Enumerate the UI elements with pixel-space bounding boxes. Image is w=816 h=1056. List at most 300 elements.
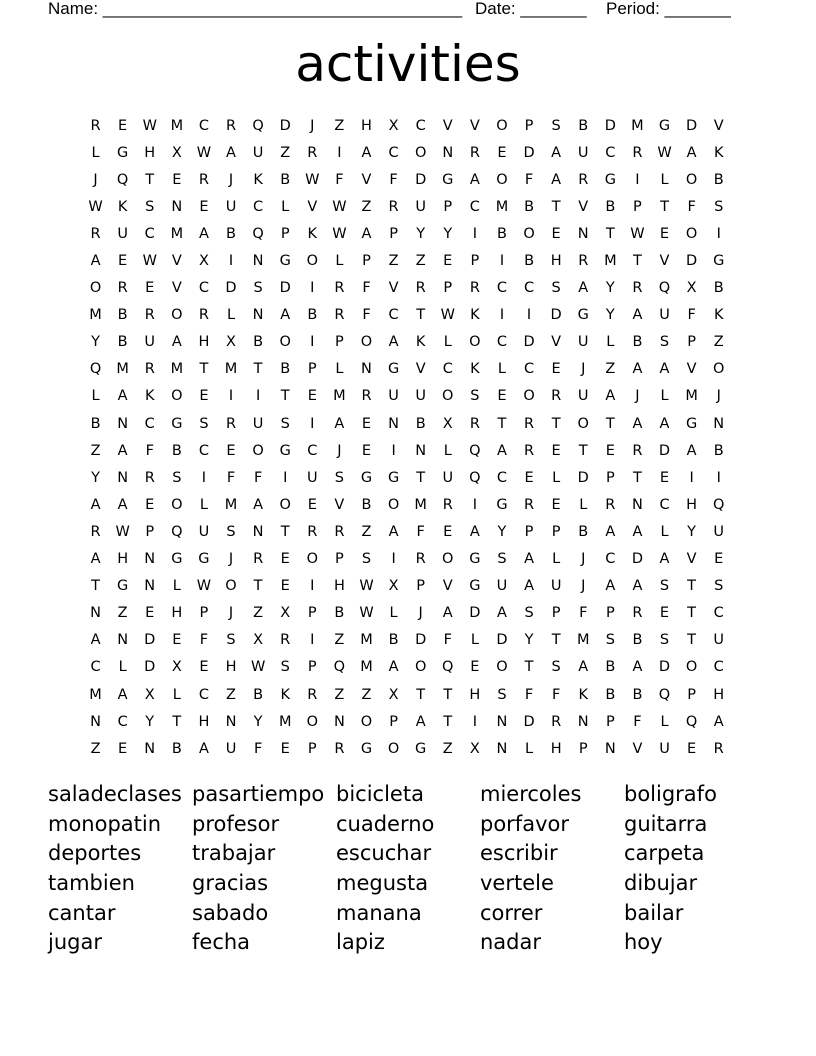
grid-letter[interactable]: A bbox=[90, 253, 101, 270]
grid-letter[interactable]: O bbox=[712, 361, 725, 378]
grid-letter[interactable]: M bbox=[116, 361, 129, 378]
grid-letter[interactable]: T bbox=[551, 415, 561, 432]
grid-letter[interactable]: O bbox=[469, 334, 481, 351]
grid-letter[interactable]: N bbox=[225, 713, 237, 730]
grid-letter[interactable]: A bbox=[524, 578, 534, 595]
grid-letter[interactable]: O bbox=[523, 388, 535, 405]
grid-letter[interactable]: S bbox=[524, 605, 534, 622]
grid-letter[interactable]: A bbox=[632, 578, 643, 595]
grid-letter[interactable]: U bbox=[252, 415, 264, 432]
grid-letter[interactable]: W bbox=[88, 198, 103, 215]
grid-letter[interactable]: G bbox=[387, 361, 400, 378]
grid-letter[interactable]: L bbox=[91, 388, 100, 405]
grid-letter[interactable]: P bbox=[307, 605, 317, 622]
grid-letter[interactable]: O bbox=[414, 659, 427, 676]
grid-letter[interactable]: N bbox=[388, 415, 399, 432]
grid-letter[interactable]: A bbox=[551, 171, 562, 188]
grid-letter[interactable]: D bbox=[469, 605, 481, 622]
grid-letter[interactable]: E bbox=[118, 740, 128, 757]
grid-letter[interactable]: O bbox=[89, 280, 102, 297]
grid-letter[interactable]: F bbox=[362, 280, 371, 297]
grid-letter[interactable]: P bbox=[524, 523, 534, 540]
grid-letter[interactable]: U bbox=[415, 198, 426, 215]
grid-letter[interactable]: K bbox=[578, 686, 588, 703]
grid-letter[interactable]: P bbox=[578, 740, 588, 757]
grid-letter[interactable]: A bbox=[469, 523, 480, 540]
grid-letter[interactable]: R bbox=[551, 713, 562, 730]
grid-letter[interactable]: P bbox=[335, 334, 344, 351]
grid-letter[interactable]: W bbox=[142, 253, 157, 270]
grid-letter[interactable]: J bbox=[337, 442, 342, 459]
grid-letter[interactable]: S bbox=[659, 578, 670, 595]
grid-letter[interactable]: O bbox=[496, 171, 508, 188]
grid-letter[interactable]: H bbox=[117, 551, 129, 568]
grid-letter[interactable]: I bbox=[635, 171, 640, 188]
grid-letter[interactable]: C bbox=[90, 659, 101, 676]
grid-letter[interactable]: Q bbox=[252, 117, 264, 134]
grid-letter[interactable]: S bbox=[605, 632, 615, 649]
grid-letter[interactable]: D bbox=[523, 334, 535, 351]
grid-letter[interactable]: P bbox=[605, 713, 615, 730]
grid-letter[interactable]: N bbox=[415, 442, 427, 459]
grid-letter[interactable]: D bbox=[550, 307, 562, 324]
grid-letter[interactable]: R bbox=[307, 144, 318, 161]
grid-letter[interactable]: R bbox=[713, 740, 724, 757]
grid-letter[interactable]: K bbox=[307, 225, 318, 242]
grid-letter[interactable]: O bbox=[496, 659, 508, 676]
grid-letter[interactable]: I bbox=[499, 253, 505, 270]
grid-letter[interactable]: D bbox=[523, 713, 535, 730]
grid-letter[interactable]: M bbox=[360, 632, 373, 649]
name-line[interactable]: Name: ______________________________________ bbox=[48, 0, 463, 18]
grid-letter[interactable]: X bbox=[469, 740, 480, 757]
grid-letter[interactable]: T bbox=[443, 713, 453, 730]
grid-letter[interactable]: L bbox=[552, 469, 561, 486]
grid-letter[interactable]: Z bbox=[226, 686, 236, 703]
grid-letter[interactable]: G bbox=[469, 578, 481, 595]
grid-letter[interactable]: X bbox=[226, 334, 236, 351]
grid-letter[interactable]: C bbox=[713, 659, 724, 676]
grid-letter[interactable]: J bbox=[93, 171, 98, 188]
grid-letter[interactable]: H bbox=[713, 686, 725, 703]
grid-letter[interactable]: R bbox=[253, 551, 264, 568]
grid-letter[interactable]: E bbox=[497, 388, 507, 405]
grid-letter[interactable]: S bbox=[199, 415, 209, 432]
grid-letter[interactable]: I bbox=[310, 334, 315, 351]
grid-letter[interactable]: E bbox=[551, 442, 561, 459]
grid-letter[interactable]: W bbox=[440, 307, 455, 324]
grid-letter[interactable]: R bbox=[90, 523, 101, 540]
grid-letter[interactable]: V bbox=[551, 334, 562, 351]
grid-letter[interactable]: T bbox=[416, 686, 426, 703]
grid-letter[interactable]: E bbox=[470, 659, 480, 676]
grid-letter[interactable]: H bbox=[686, 496, 698, 513]
grid-letter[interactable]: E bbox=[118, 253, 128, 270]
grid-letter[interactable]: L bbox=[443, 442, 452, 459]
grid-letter[interactable]: N bbox=[117, 415, 129, 432]
grid-letter[interactable]: Y bbox=[443, 225, 453, 242]
grid-letter[interactable]: Y bbox=[416, 225, 426, 242]
grid-letter[interactable]: D bbox=[279, 117, 291, 134]
grid-letter[interactable]: B bbox=[496, 225, 507, 242]
grid-letter[interactable]: V bbox=[171, 253, 182, 270]
grid-letter[interactable]: D bbox=[658, 442, 671, 459]
grid-letter[interactable]: O bbox=[685, 171, 698, 188]
grid-letter[interactable]: C bbox=[388, 307, 399, 324]
grid-letter[interactable]: H bbox=[550, 740, 562, 757]
grid-letter[interactable]: P bbox=[551, 523, 561, 540]
grid-letter[interactable]: F bbox=[253, 740, 263, 757]
grid-letter[interactable]: A bbox=[605, 523, 616, 540]
grid-letter[interactable]: R bbox=[198, 171, 209, 188]
grid-letter[interactable]: Q bbox=[116, 171, 129, 188]
grid-letter[interactable]: F bbox=[362, 307, 371, 324]
grid-letter[interactable]: Z bbox=[605, 361, 616, 378]
grid-letter[interactable]: P bbox=[145, 523, 155, 540]
grid-letter[interactable]: N bbox=[252, 307, 264, 324]
grid-letter[interactable]: E bbox=[307, 388, 317, 405]
grid-letter[interactable]: L bbox=[199, 496, 208, 513]
grid-letter[interactable]: J bbox=[581, 551, 586, 568]
grid-letter[interactable]: T bbox=[416, 469, 426, 486]
grid-letter[interactable]: P bbox=[389, 225, 398, 242]
grid-letter[interactable]: U bbox=[144, 334, 156, 351]
grid-letter[interactable]: B bbox=[524, 198, 535, 215]
grid-letter[interactable]: N bbox=[333, 713, 345, 730]
grid-letter[interactable]: F bbox=[633, 713, 642, 730]
grid-letter[interactable]: W bbox=[332, 225, 347, 242]
grid-letter[interactable]: Z bbox=[442, 740, 453, 757]
grid-letter[interactable]: X bbox=[388, 686, 399, 703]
grid-letter[interactable]: L bbox=[660, 388, 669, 405]
grid-letter[interactable]: F bbox=[253, 469, 263, 486]
grid-letter[interactable]: P bbox=[633, 198, 642, 215]
grid-letter[interactable]: B bbox=[361, 496, 372, 513]
grid-letter[interactable]: T bbox=[172, 713, 182, 730]
grid-letter[interactable]: D bbox=[523, 144, 535, 161]
grid-letter[interactable]: D bbox=[686, 117, 698, 134]
grid-letter[interactable]: U bbox=[225, 740, 237, 757]
grid-letter[interactable]: P bbox=[605, 469, 615, 486]
grid-letter[interactable]: R bbox=[524, 442, 535, 459]
grid-letter[interactable]: C bbox=[144, 415, 155, 432]
grid-letter[interactable]: O bbox=[414, 144, 427, 161]
grid-letter[interactable]: R bbox=[578, 171, 589, 188]
grid-letter[interactable]: K bbox=[280, 686, 290, 703]
grid-letter[interactable]: E bbox=[524, 469, 534, 486]
grid-letter[interactable]: R bbox=[415, 551, 426, 568]
grid-letter[interactable]: O bbox=[442, 388, 454, 405]
grid-letter[interactable]: B bbox=[253, 686, 264, 703]
grid-letter[interactable]: C bbox=[659, 496, 670, 513]
grid-letter[interactable]: F bbox=[389, 171, 398, 188]
grid-letter[interactable]: P bbox=[551, 605, 561, 622]
grid-letter[interactable]: D bbox=[415, 171, 427, 188]
grid-letter[interactable]: U bbox=[117, 225, 128, 242]
grid-letter[interactable]: T bbox=[145, 171, 155, 188]
grid-letter[interactable]: L bbox=[389, 605, 398, 622]
grid-letter[interactable]: C bbox=[496, 280, 508, 297]
grid-letter[interactable]: C bbox=[307, 442, 318, 459]
grid-letter[interactable]: T bbox=[280, 523, 290, 540]
grid-letter[interactable]: I bbox=[391, 442, 396, 459]
grid-letter[interactable]: V bbox=[659, 253, 670, 270]
grid-letter[interactable]: E bbox=[659, 605, 670, 622]
grid-letter[interactable]: C bbox=[198, 686, 209, 703]
grid-letter[interactable]: J bbox=[228, 551, 234, 568]
grid-letter[interactable]: E bbox=[280, 740, 290, 757]
grid-letter[interactable]: B bbox=[713, 442, 724, 459]
grid-letter[interactable]: H bbox=[469, 686, 481, 703]
grid-letter[interactable]: R bbox=[90, 117, 101, 134]
grid-letter[interactable]: C bbox=[144, 225, 155, 242]
grid-letter[interactable]: V bbox=[334, 496, 345, 513]
grid-letter[interactable]: P bbox=[416, 578, 426, 595]
grid-letter[interactable]: S bbox=[226, 632, 236, 649]
grid-letter[interactable]: R bbox=[225, 415, 237, 432]
grid-letter[interactable]: C bbox=[469, 198, 480, 215]
grid-letter[interactable]: O bbox=[171, 388, 183, 405]
grid-letter[interactable]: H bbox=[198, 334, 210, 351]
grid-letter[interactable]: E bbox=[443, 523, 453, 540]
grid-letter[interactable]: E bbox=[659, 469, 670, 486]
grid-letter[interactable]: F bbox=[145, 442, 154, 459]
grid-letter[interactable]: S bbox=[470, 388, 480, 405]
grid-letter[interactable]: A bbox=[524, 551, 534, 568]
grid-letter[interactable]: B bbox=[713, 171, 724, 188]
grid-letter[interactable]: U bbox=[577, 144, 589, 161]
grid-letter[interactable]: C bbox=[713, 605, 724, 622]
grid-letter[interactable]: Z bbox=[334, 117, 345, 134]
grid-letter[interactable]: F bbox=[199, 632, 209, 649]
grid-letter[interactable]: R bbox=[632, 144, 643, 161]
grid-letter[interactable]: O bbox=[171, 496, 183, 513]
grid-letter[interactable]: P bbox=[470, 253, 480, 270]
grid-letter[interactable]: S bbox=[659, 334, 670, 351]
grid-letter[interactable]: Q bbox=[658, 686, 671, 703]
grid-letter[interactable]: V bbox=[686, 551, 697, 568]
grid-letter[interactable]: Z bbox=[361, 686, 372, 703]
grid-letter[interactable]: E bbox=[714, 551, 724, 568]
grid-letter[interactable]: V bbox=[686, 361, 697, 378]
grid-letter[interactable]: S bbox=[172, 469, 182, 486]
grid-letter[interactable]: R bbox=[469, 280, 480, 297]
grid-letter[interactable]: U bbox=[252, 144, 264, 161]
grid-letter[interactable]: W bbox=[305, 171, 320, 188]
grid-letter[interactable]: A bbox=[198, 740, 209, 757]
grid-letter[interactable]: D bbox=[604, 117, 616, 134]
grid-letter[interactable]: U bbox=[306, 469, 318, 486]
grid-letter[interactable]: I bbox=[310, 280, 315, 297]
grid-letter[interactable]: W bbox=[196, 144, 212, 161]
grid-letter[interactable]: Q bbox=[171, 523, 183, 540]
grid-letter[interactable]: P bbox=[362, 253, 371, 270]
grid-letter[interactable]: S bbox=[280, 659, 290, 676]
grid-letter[interactable]: E bbox=[361, 415, 372, 432]
grid-letter[interactable]: W bbox=[196, 578, 212, 595]
grid-letter[interactable]: M bbox=[170, 361, 184, 378]
grid-letter[interactable]: C bbox=[117, 713, 128, 730]
grid-letter[interactable]: E bbox=[172, 632, 182, 649]
grid-letter[interactable]: E bbox=[443, 253, 453, 270]
grid-letter[interactable]: J bbox=[581, 578, 586, 595]
grid-letter[interactable]: U bbox=[198, 523, 210, 540]
grid-letter[interactable]: M bbox=[685, 388, 698, 405]
grid-letter[interactable]: H bbox=[144, 144, 156, 161]
grid-letter[interactable]: I bbox=[310, 415, 315, 432]
grid-letter[interactable]: C bbox=[523, 280, 535, 297]
grid-letter[interactable]: J bbox=[581, 361, 586, 378]
grid-letter[interactable]: G bbox=[279, 442, 291, 459]
grid-letter[interactable]: T bbox=[551, 198, 561, 215]
grid-letter[interactable]: C bbox=[496, 469, 508, 486]
grid-letter[interactable]: L bbox=[660, 523, 669, 540]
grid-letter[interactable]: L bbox=[335, 361, 344, 378]
grid-letter[interactable]: N bbox=[252, 523, 264, 540]
grid-letter[interactable]: G bbox=[117, 144, 129, 161]
grid-letter[interactable]: V bbox=[442, 578, 453, 595]
grid-letter[interactable]: M bbox=[576, 632, 590, 649]
grid-letter[interactable]: B bbox=[605, 198, 616, 215]
grid-letter[interactable]: L bbox=[118, 659, 127, 676]
grid-letter[interactable]: R bbox=[361, 388, 372, 405]
grid-letter[interactable]: S bbox=[551, 659, 561, 676]
grid-letter[interactable]: B bbox=[632, 334, 643, 351]
grid-letter[interactable]: A bbox=[686, 442, 697, 459]
grid-letter[interactable]: Q bbox=[469, 442, 481, 459]
grid-letter[interactable]: F bbox=[443, 632, 452, 649]
grid-letter[interactable]: I bbox=[310, 578, 315, 595]
grid-letter[interactable]: F bbox=[335, 171, 344, 188]
grid-letter[interactable]: Q bbox=[252, 225, 264, 242]
grid-letter[interactable]: L bbox=[606, 334, 615, 351]
grid-letter[interactable]: R bbox=[307, 523, 318, 540]
grid-letter[interactable]: F bbox=[687, 198, 696, 215]
grid-letter[interactable]: K bbox=[144, 388, 155, 405]
grid-letter[interactable]: I bbox=[689, 469, 694, 486]
period-line[interactable]: Period: _______ bbox=[606, 0, 731, 18]
grid-letter[interactable]: E bbox=[172, 171, 182, 188]
grid-letter[interactable]: Z bbox=[90, 740, 101, 757]
grid-letter[interactable]: P bbox=[307, 740, 317, 757]
grid-letter[interactable]: B bbox=[253, 334, 264, 351]
grid-letter[interactable]: W bbox=[359, 605, 374, 622]
grid-letter[interactable]: Z bbox=[334, 686, 345, 703]
grid-letter[interactable]: I bbox=[255, 388, 261, 405]
grid-letter[interactable]: Y bbox=[253, 713, 263, 730]
grid-letter[interactable]: R bbox=[334, 523, 345, 540]
grid-letter[interactable]: C bbox=[442, 361, 453, 378]
grid-letter[interactable]: Z bbox=[388, 253, 399, 270]
grid-letter[interactable]: I bbox=[472, 496, 477, 513]
grid-letter[interactable]: W bbox=[332, 198, 347, 215]
grid-letter[interactable]: O bbox=[279, 334, 291, 351]
grid-letter[interactable]: Q bbox=[712, 496, 725, 513]
grid-letter[interactable]: D bbox=[225, 280, 237, 297]
grid-letter[interactable]: S bbox=[497, 686, 507, 703]
grid-letter[interactable]: V bbox=[388, 280, 399, 297]
grid-letter[interactable]: X bbox=[442, 415, 453, 432]
grid-letter[interactable]: O bbox=[306, 551, 318, 568]
grid-letter[interactable]: A bbox=[605, 388, 616, 405]
grid-letter[interactable]: Q bbox=[469, 469, 481, 486]
grid-letter[interactable]: A bbox=[496, 442, 507, 459]
grid-letter[interactable]: R bbox=[225, 117, 237, 134]
grid-letter[interactable]: T bbox=[416, 307, 426, 324]
grid-letter[interactable]: G bbox=[658, 117, 671, 134]
grid-letter[interactable]: H bbox=[198, 713, 210, 730]
grid-letter[interactable]: R bbox=[551, 388, 562, 405]
grid-letter[interactable]: B bbox=[117, 307, 128, 324]
grid-letter[interactable]: A bbox=[496, 605, 507, 622]
grid-letter[interactable]: E bbox=[145, 496, 155, 513]
grid-letter[interactable]: N bbox=[252, 253, 264, 270]
grid-letter[interactable]: R bbox=[198, 307, 209, 324]
grid-letter[interactable]: B bbox=[280, 171, 291, 188]
grid-letter[interactable]: A bbox=[659, 415, 670, 432]
grid-letter[interactable]: C bbox=[198, 280, 209, 297]
grid-letter[interactable]: N bbox=[144, 740, 156, 757]
grid-letter[interactable]: S bbox=[253, 280, 263, 297]
grid-letter[interactable]: L bbox=[579, 496, 588, 513]
grid-letter[interactable]: B bbox=[171, 740, 182, 757]
grid-letter[interactable]: C bbox=[523, 361, 535, 378]
grid-letter[interactable]: V bbox=[442, 117, 453, 134]
grid-letter[interactable]: Y bbox=[145, 713, 155, 730]
grid-letter[interactable]: A bbox=[117, 442, 128, 459]
grid-letter[interactable]: E bbox=[280, 551, 290, 568]
grid-letter[interactable]: G bbox=[685, 415, 698, 432]
grid-letter[interactable]: L bbox=[660, 171, 669, 188]
grid-letter[interactable]: C bbox=[253, 198, 264, 215]
grid-letter[interactable]: G bbox=[713, 253, 725, 270]
grid-letter[interactable]: K bbox=[117, 198, 128, 215]
grid-letter[interactable]: Y bbox=[605, 280, 615, 297]
grid-letter[interactable]: D bbox=[415, 632, 427, 649]
grid-letter[interactable]: R bbox=[632, 280, 643, 297]
grid-letter[interactable]: B bbox=[578, 523, 589, 540]
grid-letter[interactable]: Q bbox=[89, 361, 102, 378]
grid-letter[interactable]: N bbox=[361, 361, 372, 378]
grid-letter[interactable]: T bbox=[199, 361, 209, 378]
grid-letter[interactable]: B bbox=[307, 307, 318, 324]
grid-letter[interactable]: R bbox=[632, 605, 643, 622]
grid-letter[interactable]: U bbox=[415, 388, 426, 405]
grid-letter[interactable]: J bbox=[310, 117, 315, 134]
grid-letter[interactable]: E bbox=[497, 144, 507, 161]
grid-letter[interactable]: D bbox=[496, 632, 508, 649]
grid-letter[interactable]: M bbox=[170, 117, 184, 134]
grid-letter[interactable]: A bbox=[388, 334, 399, 351]
grid-letter[interactable]: N bbox=[117, 632, 129, 649]
grid-letter[interactable]: N bbox=[631, 496, 643, 513]
grid-letter[interactable]: A bbox=[551, 144, 562, 161]
grid-letter[interactable]: A bbox=[388, 523, 399, 540]
grid-letter[interactable]: R bbox=[334, 307, 345, 324]
grid-letter[interactable]: X bbox=[171, 144, 182, 161]
grid-letter[interactable]: A bbox=[415, 713, 426, 730]
grid-letter[interactable]: U bbox=[659, 307, 670, 324]
grid-letter[interactable]: P bbox=[307, 361, 317, 378]
grid-letter[interactable]: Z bbox=[361, 198, 372, 215]
grid-letter[interactable]: Z bbox=[90, 442, 101, 459]
grid-letter[interactable]: M bbox=[414, 496, 427, 513]
grid-letter[interactable]: B bbox=[388, 632, 399, 649]
grid-letter[interactable]: S bbox=[497, 551, 507, 568]
grid-letter[interactable]: X bbox=[686, 280, 697, 297]
grid-letter[interactable]: U bbox=[713, 632, 725, 649]
grid-letter[interactable]: Z bbox=[415, 253, 426, 270]
